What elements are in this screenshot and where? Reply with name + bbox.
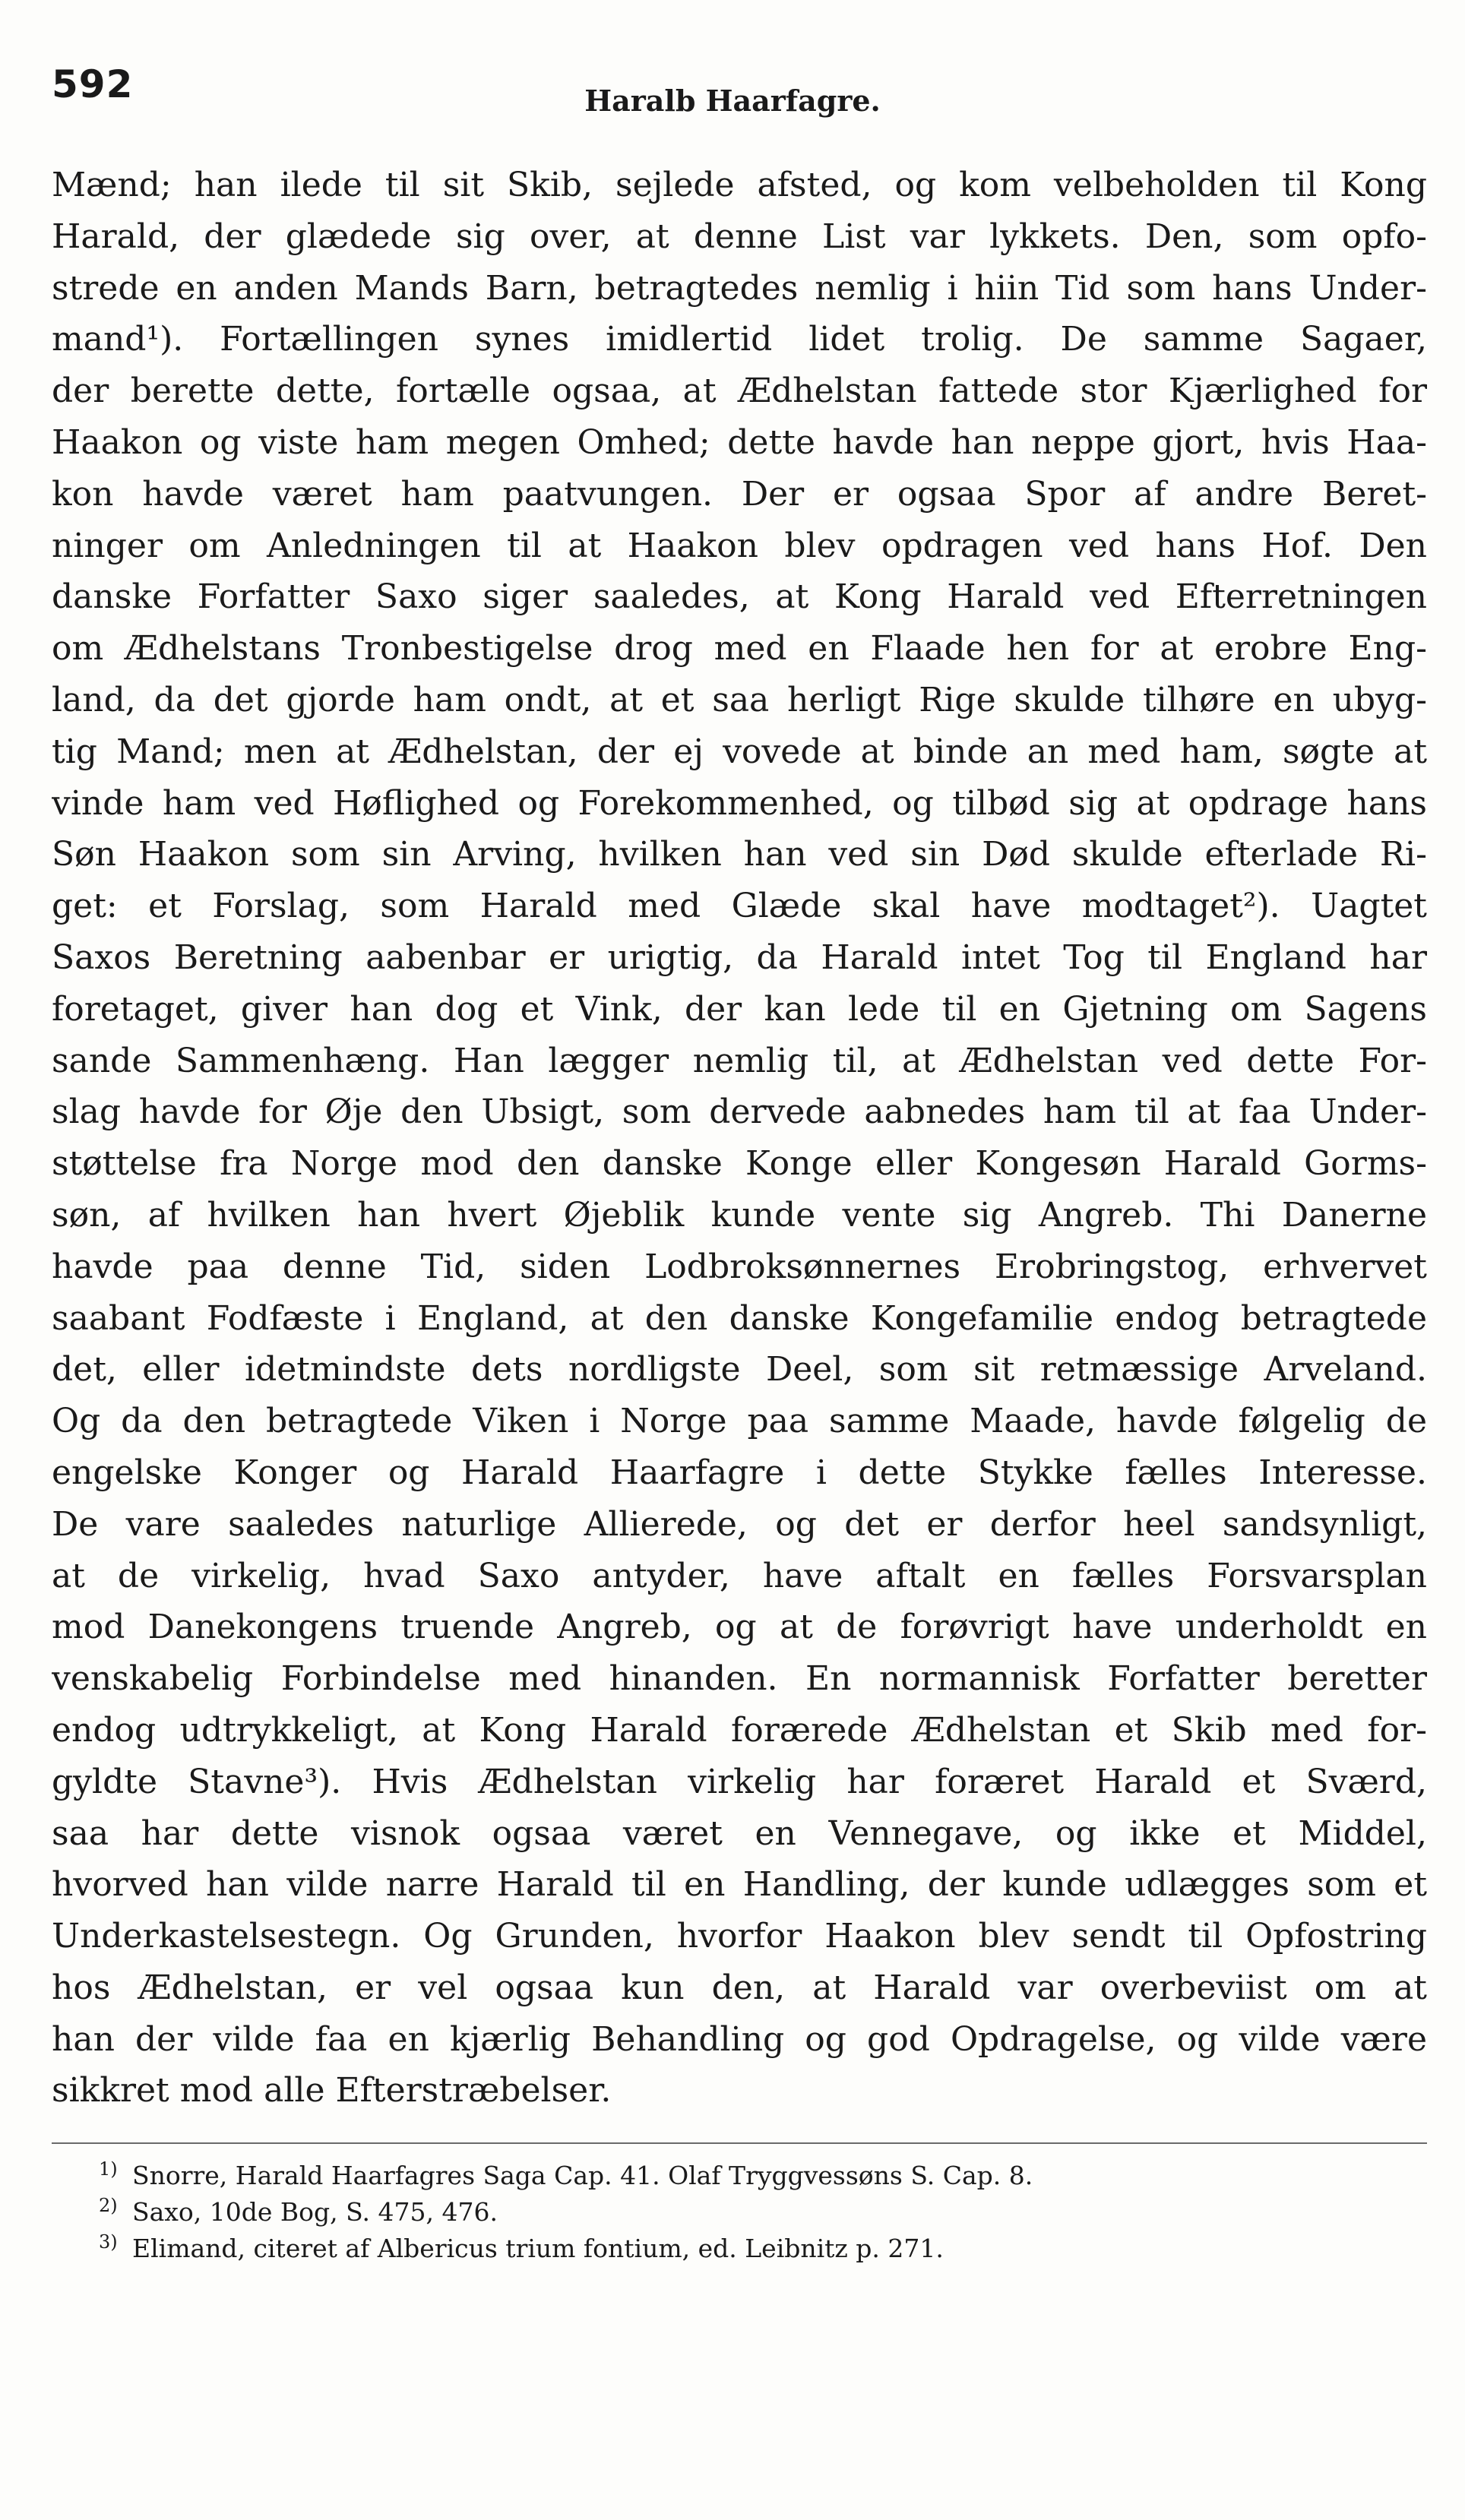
text-line: Haakon og viste ham megen Omhed; dette havde han neppe gjort, hvis Haa-: [52, 422, 1427, 462]
text-line: De vare saaledes naturlige Allierede, og det er derfor heel sandsynligt,: [52, 1504, 1427, 1544]
text-line: det, eller idetmindste dets nordligste Deel, som sit retmæssige Arveland.: [52, 1350, 1427, 1390]
text-line: saa har dette visnok ogsaa været en Vennegave, og ikke et Middel,: [52, 1813, 1427, 1853]
text-line: strede en anden Mands Barn, betragtedes nemlig i hiin Tid som hans Under-: [52, 268, 1427, 308]
text-line: Harald, der glædede sig over, at denne List var lykkets. Den, som opfo-: [52, 217, 1427, 256]
footnote-text: Elimand, citeret af Albericus trium fontium, ed. Leibnitz p. 271.: [132, 2234, 944, 2263]
text-line: Søn Haakon som sin Arving, hvilken han ved sin Død skulde efterlade Ri-: [52, 835, 1427, 874]
footnote-text: Snorre, Harald Haarfagres Saga Cap. 41. Olaf Tryggvessøns S. Cap. 8.: [132, 2161, 1033, 2190]
text-line: havde paa denne Tid, siden Lodbroksønnernes Erobringstog, erhvervet: [52, 1247, 1427, 1286]
text-line: foretaget, giver han dog et Vink, der kan lede til en Gjetning om Sagens: [52, 989, 1427, 1029]
text-line: der berette dette, fortælle ogsaa, at Ædhelstan fattede stor Kjærlighed for: [52, 372, 1427, 411]
footnote-separator: [52, 2142, 1427, 2144]
text-line: søn, af hvilken han hvert Øjeblik kunde vente sig Angreb. Thi Danerne: [52, 1195, 1427, 1235]
text-line: vinde ham ved Høflighed og Forekommenhed, og tilbød sig at opdrage hans: [52, 783, 1427, 823]
text-line: engelske Konger og Harald Haarfagre i dette Stykke fælles Interesse.: [52, 1453, 1427, 1492]
page-number: 592: [52, 62, 134, 106]
text-line: get: et Forslag, som Harald med Glæde skal have modtaget²). Uagtet: [52, 887, 1427, 926]
text-line: mand¹). Fortællingen synes imidlertid lidet trolig. De samme Sagaer,: [52, 320, 1427, 359]
text-line: at de virkelig, hvad Saxo antyder, have aftalt en fælles Forsvarsplan: [52, 1556, 1427, 1595]
footnotes: [99, 2158, 1421, 2267]
text-line: mod Danekongens truende Angreb, og at de forøvrigt have underholdt en: [52, 1608, 1427, 1647]
text-line: støttelse fra Norge mod den danske Konge eller Kongesøn Harald Gorms-: [52, 1144, 1427, 1184]
text-line: Og da den betragtede Viken i Norge paa samme Maade, havde følgelig de: [52, 1402, 1427, 1441]
text-line: gyldte Stavne³). Hvis Ædhelstan virkelig har foræret Harald et Sværd,: [52, 1762, 1427, 1801]
text-line: land, da det gjorde ham ondt, at et saa herligt Rige skulde tilhøre en ubyg-: [52, 680, 1427, 719]
text-line: Saxos Beretning aabenbar er urigtig, da Harald intet Tog til England har: [52, 937, 1427, 977]
text-line: Underkastelsestegn. Og Grunden, hvorfor Haakon blev sendt til Opfostring: [52, 1917, 1427, 1956]
text-line: tig Mand; men at Ædhelstan, der ej vovede at binde an med ham, søgte at: [52, 732, 1427, 771]
text-line: endog udtrykkeligt, at Kong Harald forærede Ædhelstan et Skib med for-: [52, 1710, 1427, 1750]
running-head: Haralb Haarfagre.: [584, 84, 881, 118]
text-line: sande Sammenhæng. Han lægger nemlig til, at Ædhelstan ved dette For-: [52, 1041, 1427, 1080]
text-line: sikkret mod alle Efterstræbelser.: [52, 2071, 612, 2111]
body-text: [52, 160, 1427, 2117]
text-line: hos Ædhelstan, er vel ogsaa kun den, at Harald var overbeviist om at: [52, 1968, 1427, 2007]
text-line: Mænd; han ilede til sit Skib, sejlede afsted, og kom velbeholden til Kong: [52, 166, 1427, 204]
footnote: 1) Snorre, Harald Haarfagres Saga Cap. 41. Olaf Tryggvessøns S. Cap. 8.: [99, 2158, 1033, 2190]
footnote-text: Saxo, 10de Bog, S. 475, 476.: [132, 2197, 498, 2227]
text-line: ninger om Anledningen til at Haakon blev opdragen ved hans Hof. Den: [52, 526, 1427, 565]
text-line: danske Forfatter Saxo siger saaledes, at Kong Harald ved Efterretningen: [52, 577, 1427, 617]
text-line: venskabelig Forbindelse med hinanden. En normannisk Forfatter beretter: [52, 1659, 1427, 1699]
text-line: om Ædhelstans Tronbestigelse drog med en Flaade hen for at erobre Eng-: [52, 629, 1427, 669]
footnote: 2) Saxo, 10de Bog, S. 475, 476.: [99, 2195, 498, 2227]
text-line: han der vilde faa en kjærlig Behandling og god Opdragelse, og vilde være: [52, 2019, 1427, 2059]
footnote: 3) Elimand, citeret af Albericus trium fontium, ed. Leibnitz p. 271.: [99, 2231, 944, 2263]
text-line: kon havde været ham paatvungen. Der er ogsaa Spor af andre Beret-: [52, 474, 1427, 514]
text-line: slag havde for Øje den Ubsigt, som dervede aabnedes ham til at faa Under-: [52, 1092, 1427, 1132]
text-line: hvorved han vilde narre Harald til en Handling, der kunde udlægges som et: [52, 1865, 1427, 1905]
text-line: saabant Fodfæste i England, at den danske Kongefamilie endog betragtede: [52, 1298, 1427, 1338]
